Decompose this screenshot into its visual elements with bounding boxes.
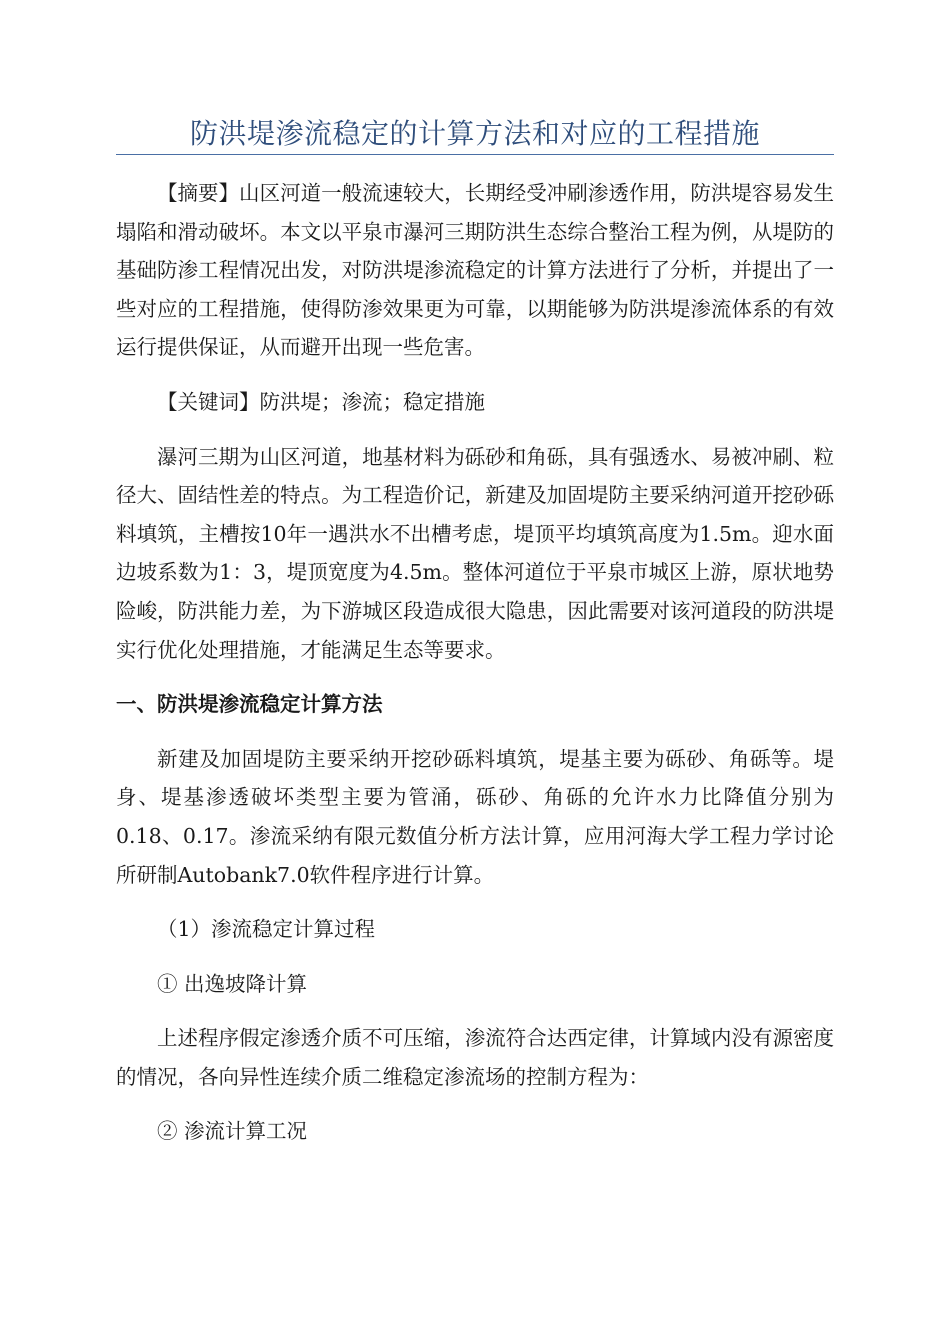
section-paragraph: 新建及加固堤防主要采纳开挖砂砾料填筑，堤基主要为砾砂、角砾等。堤身、堤基渗透破坏类型主要为管涌，砾砂、角砾的允许水力比降值分别为0.18、0.17。渗流采纳有限元数值分析方法计算，应用河海大学工程力学讨论所研制Autobank7.0软件程序进行计算。 xyxy=(116,746,834,887)
document-title: 防洪堤渗流稳定的计算方法和对应的工程措施 xyxy=(189,117,760,150)
section-heading: 一、防洪堤渗流稳定计算方法 xyxy=(116,692,383,717)
subsection-heading: （1）渗流稳定计算过程 xyxy=(157,917,376,942)
title-underline xyxy=(116,154,834,155)
list-item-paragraph: 上述程序假定渗透介质不可压缩，渗流符合达西定律，计算域内没有源密度的情况，各向异性连续介质二维稳定渗流场的控制方程为： xyxy=(116,1026,834,1089)
list-item-heading: ① 出逸坡降计算 xyxy=(157,971,308,996)
abstract-paragraph: 【摘要】山区河道一般流速较大，长期经受冲刷渗透作用，防洪堤容易发生塌陷和滑动破坏。本文以平泉市瀑河三期防洪生态综合整治工程为例，从堤防的基础防渗工程情况出发，对防洪堤渗流稳定的计算方法进行了分析，并提出了一些对应的工程措施，使得防渗效果更为可靠，以期能够为防洪堤渗流体系的有效运行提供保证，从而避开出现一些危害。 xyxy=(116,181,834,360)
list-item-heading: ② 渗流计算工况 xyxy=(157,1119,308,1144)
keywords-paragraph: 【关键词】防洪堤；渗流；稳定措施 xyxy=(157,389,485,414)
intro-paragraph: 瀑河三期为山区河道，地基材料为砾砂和角砾，具有强透水、易被冲刷、粒径大、固结性差的特点。为工程造价记，新建及加固堤防主要采纳河道开挖砂砾料填筑，主槽按10年一遇洪水不出槽考虑，堤顶平均填筑高度为1.5m。迎水面边坡系数为1：3，堤顶宽度为4.5m。整体河道位于平泉市城区上游，原状地势险峻，防洪能力差，为下游城区段造成很大隐患，因此需要对该河道段的防洪堤实行优化处理措施，才能满足生态等要求。 xyxy=(116,444,834,662)
document-body xyxy=(116,174,834,1151)
